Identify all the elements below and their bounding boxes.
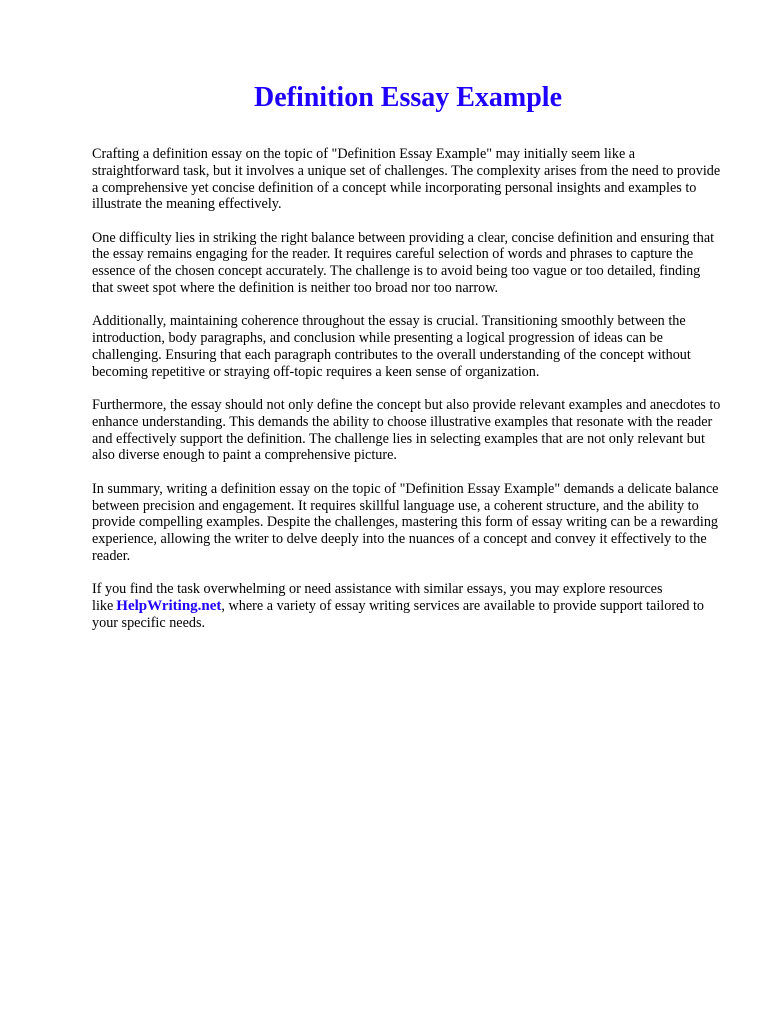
closing-text-after-link: , where a variety of essay writing services are available to provide support tailored to your specific needs. [92,598,705,631]
paragraph-balance: One difficulty lies in striking the right balance between providing a clear, concise definition and ensuring that the essay remains engaging for the reader. It requires careful selection of words and phrases to capture the essence of the chosen concept accurately. The challenge is to avoid being too vague or too detailed, finding that sweet spot where the definition is neither too broad nor too narrow. [92,229,715,297]
paragraph-examples: Furthermore, the essay should not only define the concept but also provide relevant examples and anecdotes to enhance understanding. This demands the ability to choose illustrative examples that resonate with the reader and effectively support the definition. The challenge lies in selecting examples that are not only relevant but also diverse enough to paint a comprehensive picture. [92,397,721,464]
paragraph-coherence: Additionally, maintaining coherence throughout the essay is crucial. Transitioning smoothly between the introduction, body paragraphs, and conclusion while presenting a logical progression of ideas can be challenging. Ensuring that each paragraph contributes to the overall understanding of the concept without becoming repetitive or straying off-topic requires a keen sense of organization. [92,313,691,380]
paragraph-summary: In summary, writing a definition essay on the topic of "Definition Essay Example" demands a delicate balance between precision and engagement. It requires skillful language use, a coherent structure, and the ability to provide compelling examples. Despite the challenges, mastering this form of essay writing can be a rewarding experience, allowing the writer to delve deeply into the nuances of a concept and convey it effectively to the reader. [92,480,719,564]
paragraph-closing [92,581,724,631]
document-page [92,76,724,648]
helpwriting-link[interactable]: HelpWriting.net [116,598,222,615]
paragraph-intro: Crafting a definition essay on the topic of "Definition Essay Example" may initially seem like a straightforward task, but it involves a unique set of challenges. The complexity arises from the need to provide a comprehensive yet concise definition of a concept while incorporating personal insights and examples to illustrate the meaning effectively. [92,146,721,213]
closing-text-before-link: If you find the task overwhelming or need assistance with similar essays, you may explore resources like [92,581,663,615]
page-title: Definition Essay Example [253,82,563,113]
